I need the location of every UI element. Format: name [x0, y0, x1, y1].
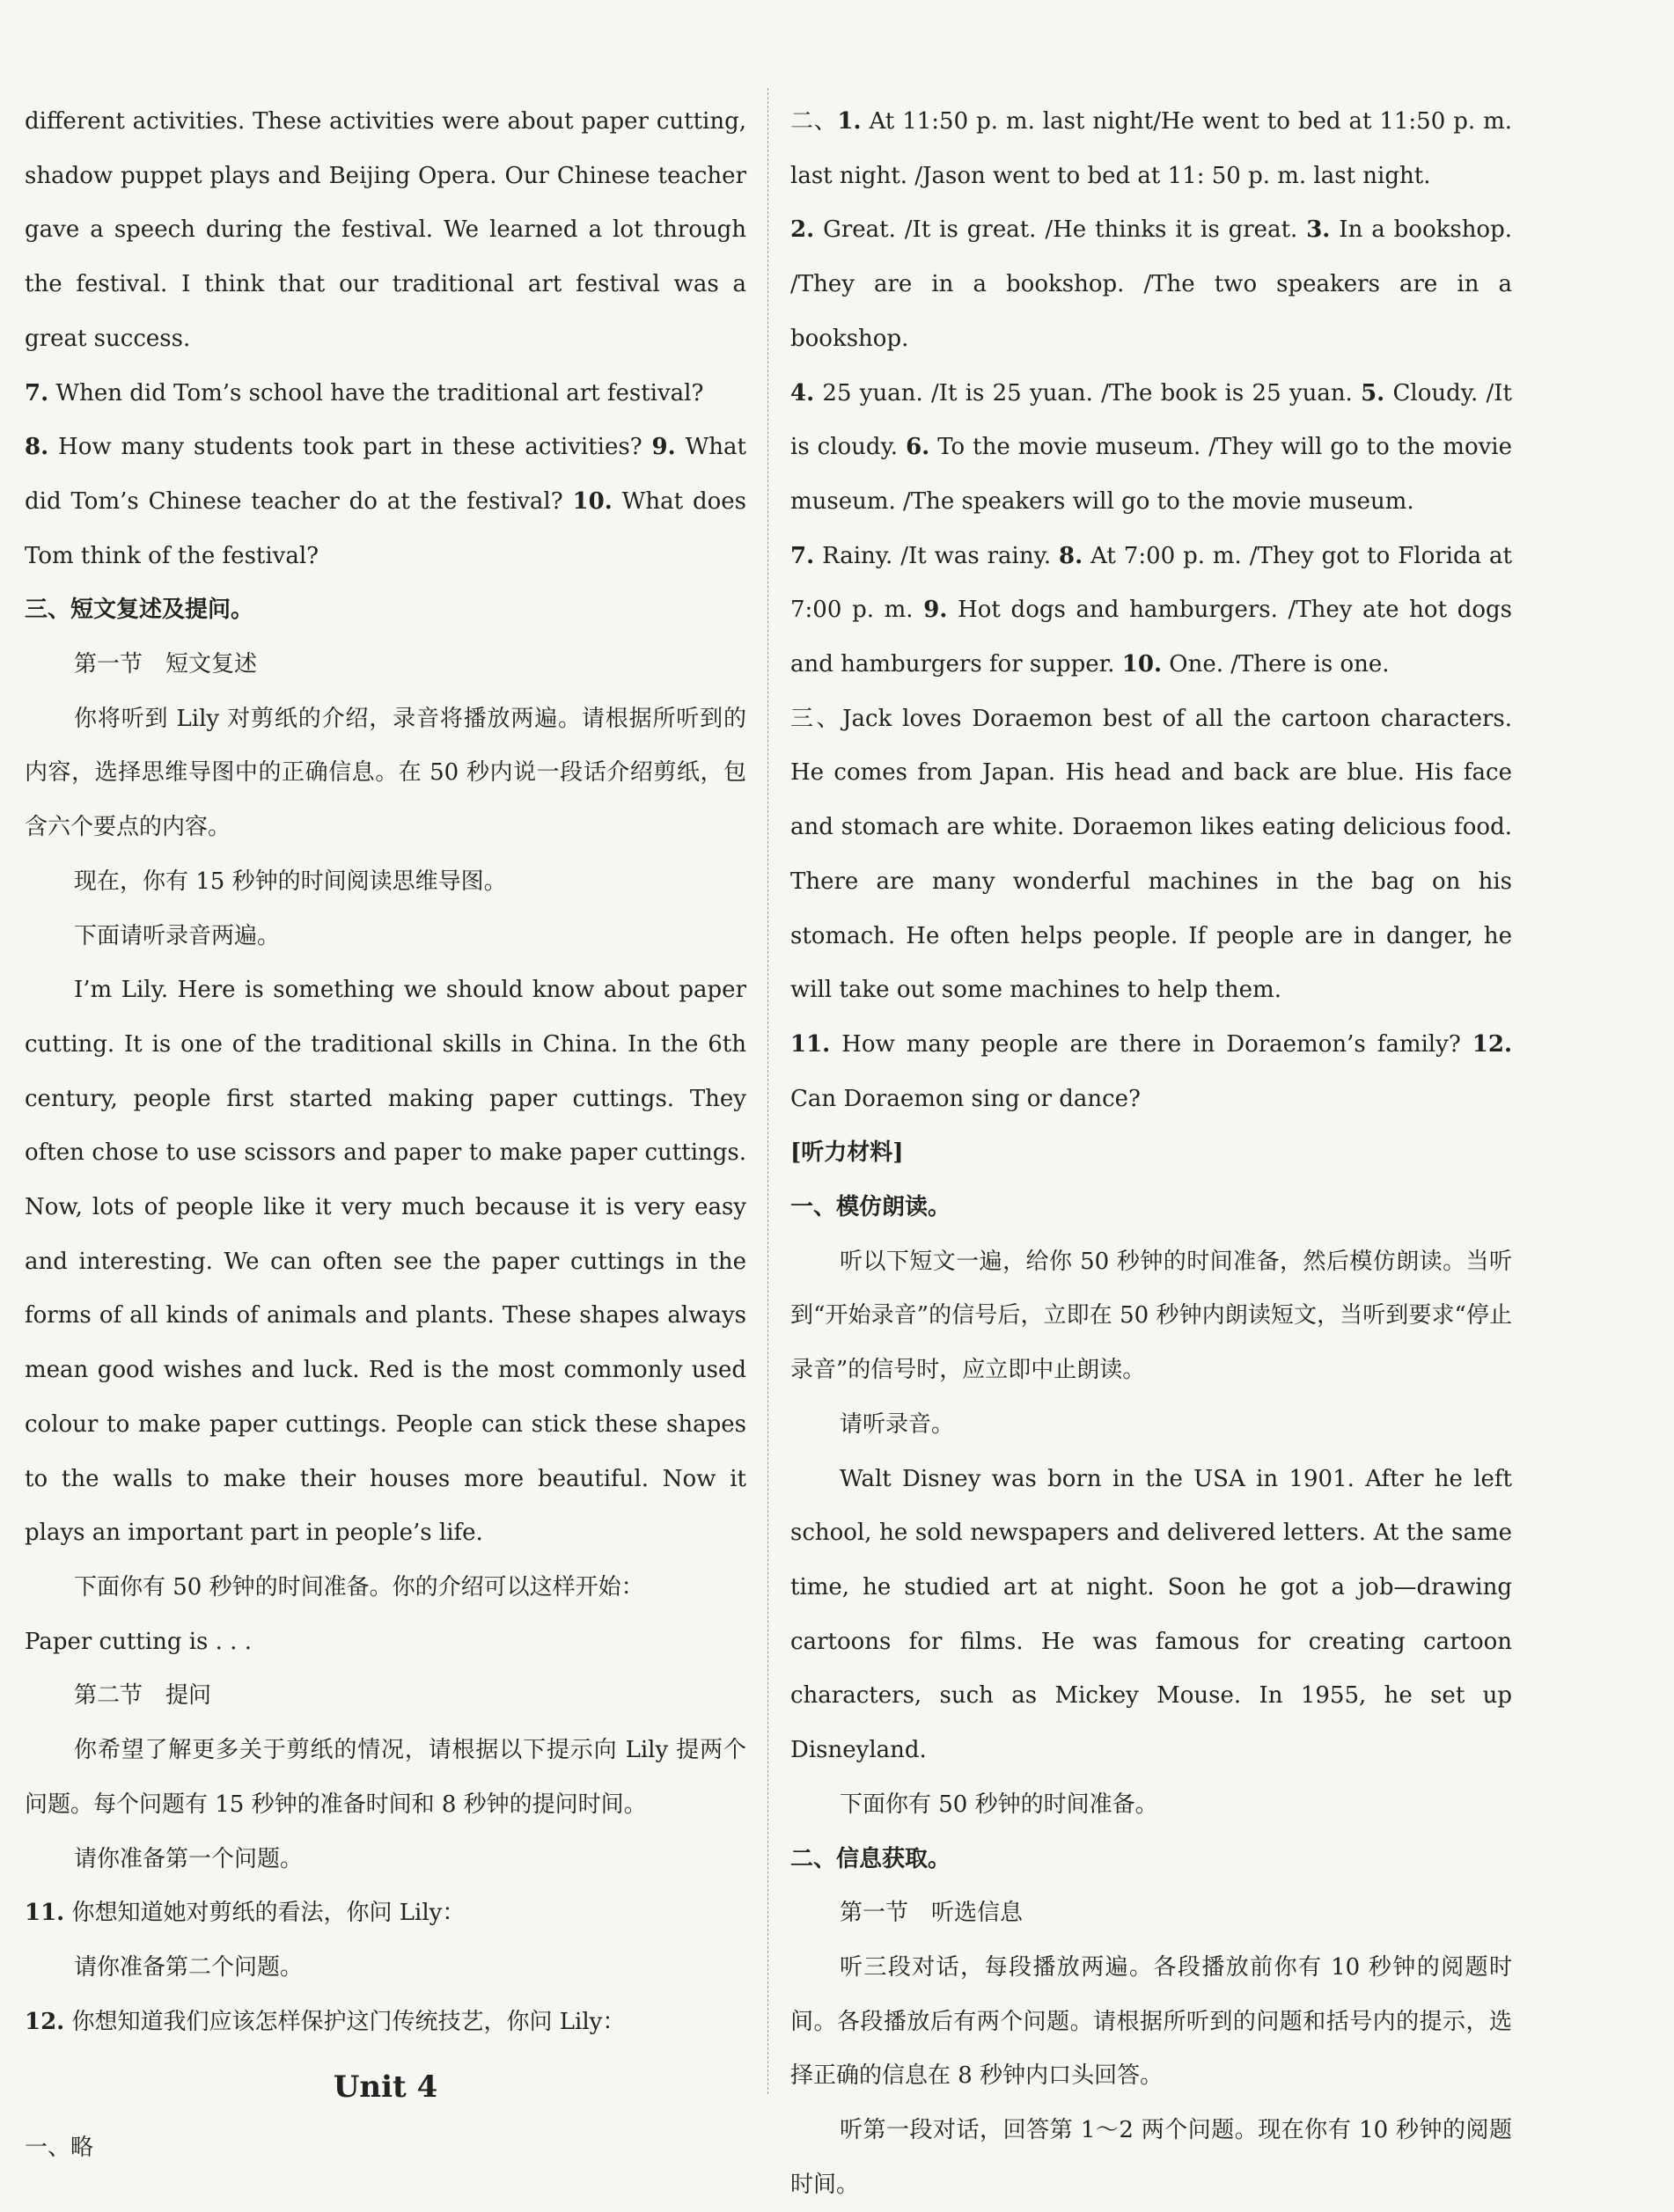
section-1-heading: 一、模仿朗读。 [790, 1194, 951, 1221]
part-1-instructions: 你将听到 Lily 对剪纸的介绍，录音将播放两遍。请根据所听到的内容，选择思维导图中的正确信息。在 50 秒内说一段话介绍剪纸，包含六个要点的内容。 [25, 705, 746, 841]
section-1-instructions: 听以下短文一遍，给你 50 秒钟的时间准备，然后模仿朗读。当听到“开始录音”的信号后，立即在 50 秒钟内朗读短文，当听到要求“停止录音”的信号时，应立即中止朗读。 [790, 1248, 1512, 1384]
prep-question-1: 请你准备第一个问题。 [74, 1845, 304, 1872]
prep-time: 下面你有 50 秒钟的时间准备。 [840, 1791, 1158, 1818]
part-2-instructions: 你希望了解更多关于剪纸的情况，请根据以下提示向 Lily 提两个问题。每个问题有 15 秒钟的准备时间和 8 秒钟的提问时间。 [25, 1737, 746, 1818]
walt-disney-passage: Walt Disney was born in the USA in 1901. After he left school, he sold newspapers and delivered letters. At the same time, he studied art at night. Soon he got a job—drawing cartoons for films. He was famous for creating cartoon characters, such as Mickey Mouse. In 1955, he set up Disneyland. [790, 1465, 1512, 1764]
question-12: 12. 你想知道我们应该怎样保护这门传统技艺，你问 Lily： [25, 2008, 626, 2035]
section-2-instructions: 听三段对话，每段播放两遍。各段播放前你有 10 秒钟的阅题时间。各段播放后有两个问题。请根据所听到的问题和括号内的提示，选择正确的信息在 8 秒钟内口头回答。 [790, 1953, 1512, 2090]
answers-4-6: 4. 25 yuan. /It is 25 yuan. /The book is 25 yuan. 5. Cloudy. /It is cloudy. 6. To the movie museum. /They will go to the movie museum. /The speakers will go to the movie museum. [790, 379, 1512, 515]
answers-7-10: 7. Rainy. /It was rainy. 8. At 7:00 p. m. /They got to Florida at 7:00 p. m. 9. Hot dogs and hamburgers. /They ate hot dogs and hamburgers for supper. 10. One. /There is one. [790, 542, 1513, 678]
answers-1-3: 二、1. At 11:50 p. m. last night/He went to bed at 11:50 p. m. last night. /Jason went to bed at 11: 50 p. m. last night. [790, 108, 1512, 189]
question-11: 11. 你想知道她对剪纸的看法，你问 Lily： [25, 1900, 466, 1927]
right-column [790, 95, 1512, 2212]
question-7: 7. When did Tom’s school have the traditional art festival? [25, 379, 704, 407]
paper-cutting-passage: I’m Lily. Here is something we should know about paper cutting. It is one of the traditional skills in China. In the 6th century, people first started making paper cuttings. They often chose to use scissors and paper to make paper cuttings. Now, lots of people like it very much because it is very easy and interesting. We can often see the paper cuttings in the forms of all kinds of animals and plants. These shapes always mean good wishes and luck. Red is the most commonly used colour to make paper cuttings. People can stick these shapes to the walls to make their houses more beautiful. Now it plays an important part in people’s life. [25, 977, 746, 1547]
first-dialogue-instructions: 听第一段对话，回答第 1～2 两个问题。现在你有 10 秒钟的阅题时间。 [790, 2117, 1512, 2198]
section-2-heading: 二、信息获取。 [790, 1845, 951, 1872]
part-1-heading: 第一节 短文复述 [74, 651, 258, 678]
left-column [25, 95, 746, 2176]
section-1-omitted: 一、略 [25, 2135, 94, 2162]
questions-11-12: 11. How many people are there in Doraemon’s family? 12. Can Doraemon sing or dance? [790, 1030, 1512, 1112]
section-3-heading: 三、短文复述及提问。 [25, 597, 254, 624]
listening-material-heading: [听力材料] [790, 1139, 904, 1167]
passage-continued: different activities. These activities were about paper cutting, shadow puppet plays and Beijing Opera. Our Chinese teacher gave a speech during the festival. We learned a lot through the festival. I think that our traditional art festival was a great success. [25, 108, 746, 352]
part-2-heading: 第二节 提问 [74, 1682, 212, 1710]
prep-question-2: 请你准备第二个问题。 [74, 1953, 304, 1981]
doraemon-passage: 三、Jack loves Doraemon best of all the cartoon characters. He comes from Japan. His head and back are blue. His face and stomach are white. Doraemon likes eating delicious food. There are many wonderful machines in the bag on his stomach. He often helps people. If people are in danger, he will take out some machines to help them. [790, 705, 1512, 1004]
unit-heading: Unit 4 [333, 2069, 438, 2106]
reading-time: 现在，你有 15 秒钟的时间阅读思维导图。 [74, 868, 507, 895]
part-1-heading: 第一节 听选信息 [840, 1900, 1024, 1927]
column-divider [767, 88, 768, 2094]
answers-2-3: 2. Great. /It is great. /He thinks it is great. 3. In a bookshop. /They are in a bookshop. /The two speakers are in a bookshop. [790, 216, 1512, 352]
starter-phrase: Paper cutting is . . . [25, 1628, 252, 1655]
please-listen: 请听录音。 [840, 1410, 955, 1438]
prep-time: 下面你有 50 秒钟的时间准备。你的介绍可以这样开始： [74, 1573, 644, 1600]
listen-twice: 下面请听录音两遍。 [74, 922, 281, 949]
questions-8-10: 8. How many students took part in these activities? 9. What did Tom’s Chinese teacher do at the festival? 10. What does Tom think of the festival? [25, 434, 746, 569]
